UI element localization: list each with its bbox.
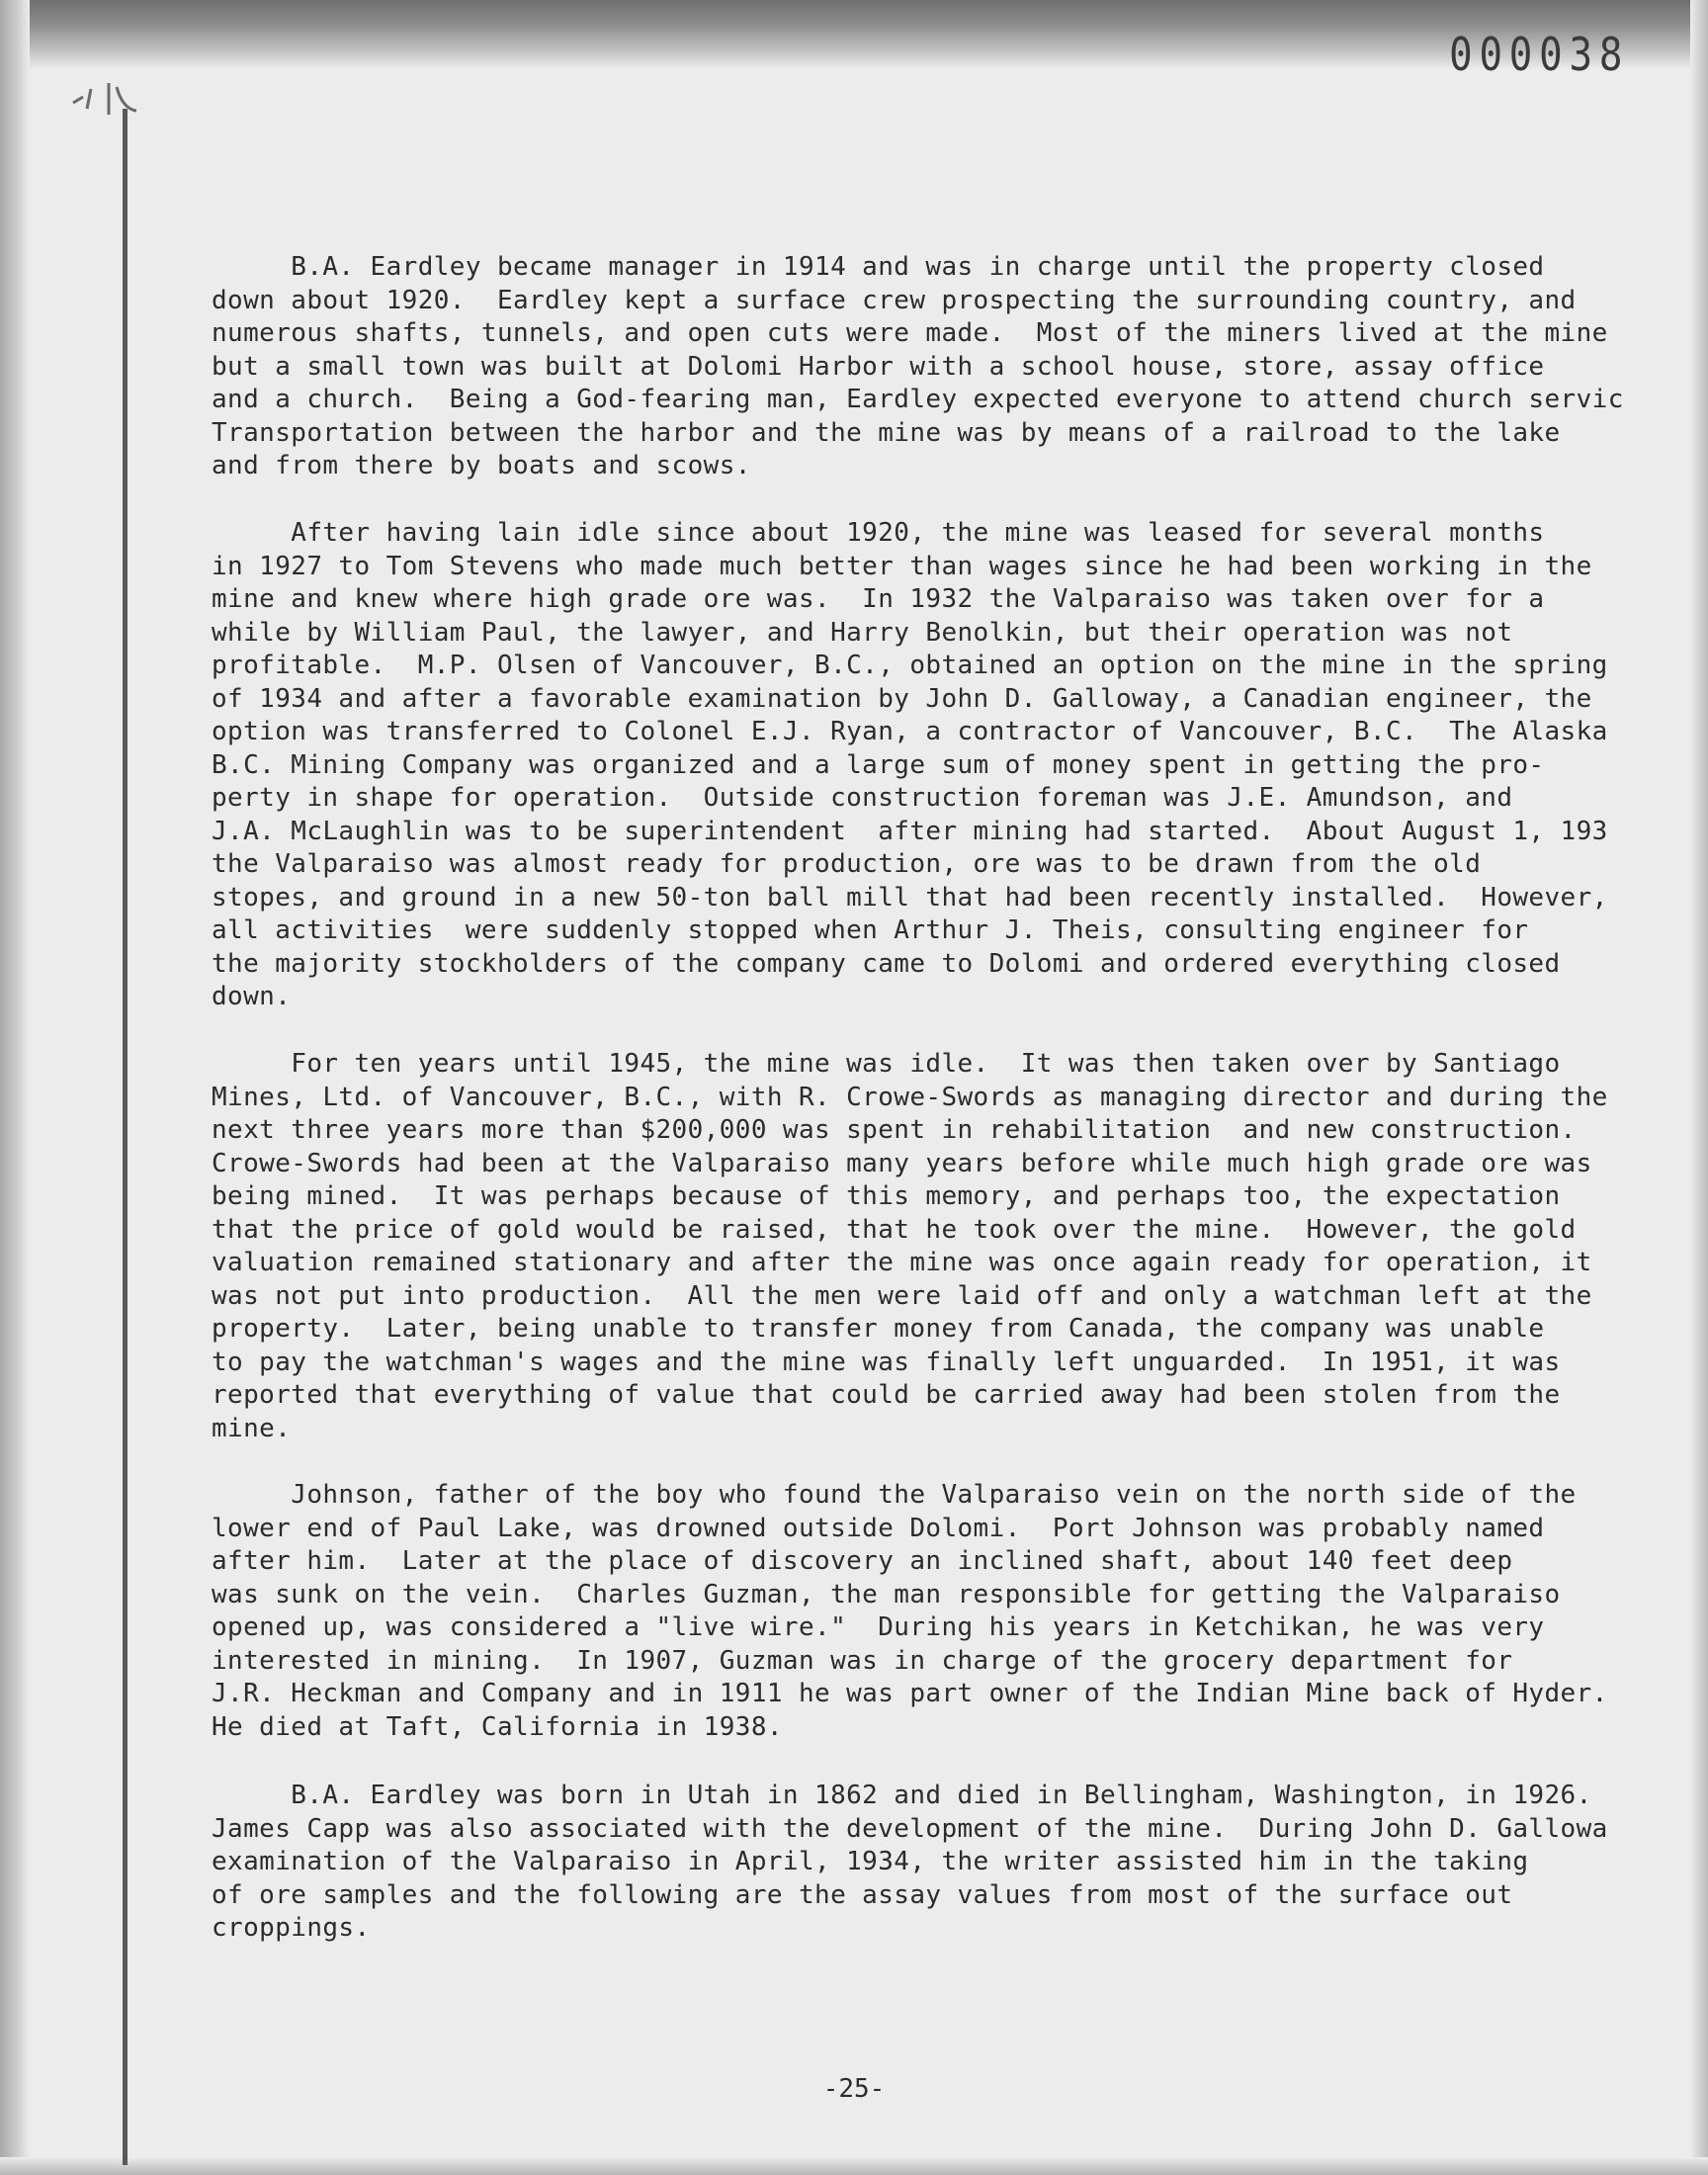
scan-left-edge (0, 0, 30, 2175)
text-line: He died at Taft, California in 1938. (212, 1711, 783, 1742)
scan-bottom-edge (0, 2157, 1708, 2175)
text-line: to pay the watchman's wages and the mine was finally left unguarded. In 1951, it was (212, 1347, 1561, 1377)
text-line: B.C. Mining Company was organized and a large sum of money spent in getting the pro- (212, 749, 1545, 780)
text-line: valuation remained stationary and after the mine was once again ready for operation, it (212, 1248, 1592, 1277)
scan-right-edge (1690, 0, 1708, 2175)
text-line: of ore samples and the following are the assay values from most of the surface out (212, 1879, 1513, 1910)
text-line: J.R. Heckman and Company and in 1911 he was part owner of the Indian Mine back of Hyder. (212, 1679, 1608, 1708)
text-line: was not put into production. All the men were laid off and only a watchman left at the (212, 1280, 1592, 1311)
text-line: stopes, and ground in a new 50-ton ball mill that had been recently installed. However, (212, 882, 1608, 913)
text-line: the majority stockholders of the company came to Dolomi and ordered everything closed (212, 948, 1561, 979)
text-line: property. Later, being unable to transfer money from Canada, the company was unable (212, 1314, 1545, 1344)
text-line: while by William Paul, the lawyer, and Harry Benolkin, but their operation was not (212, 617, 1513, 648)
text-line: down about 1920. Eardley kept a surface crew prospecting the surrounding country, and (212, 285, 1577, 315)
paragraph-5 (212, 1780, 1674, 1946)
text-line: down. (212, 982, 292, 1011)
text-line: interested in mining. In 1907, Guzman was in charge of the grocery department for (212, 1645, 1513, 1676)
text-line: After having lain idle since about 1920, the mine was leased for several months (212, 518, 1545, 548)
document-number: 000038 (1448, 28, 1629, 81)
text-line: James Capp was also associated with the development of the mine. During John D. Gallowa (212, 1813, 1608, 1844)
text-line: opened up, was considered a "live wire." During his years in Ketchikan, he was very (212, 1612, 1545, 1642)
text-line: in 1927 to Tom Stevens who made much better than wages since he had been working in the (212, 551, 1592, 581)
text-line: examination of the Valparaiso in April, 1934, the writer assisted him in the taking (212, 1847, 1529, 1876)
text-line: but a small town was built at Dolomi Harbor with a school house, store, assay office (212, 351, 1545, 382)
text-line: that the price of gold would be raised, that he took over the mine. However, the gold (212, 1214, 1577, 1245)
text-line: numerous shafts, tunnels, and open cuts were made. Most of the miners lived at the mine (212, 318, 1608, 348)
binding-line (123, 109, 128, 2165)
text-line: Mines, Ltd. of Vancouver, B.C., with R. Crowe-Swords as managing director and during the (212, 1082, 1608, 1112)
text-line: Johnson, father of the boy who found the Valparaiso vein on the north side of the (212, 1480, 1577, 1510)
text-line: J.A. McLaughlin was to be superintendent after mining had started. About August 1, 193 (212, 816, 1608, 846)
text-line: all activities were suddenly stopped when Arthur J. Theis, consulting engineer for (212, 915, 1529, 945)
paragraph-1 (212, 251, 1674, 483)
text-line: B.A. Eardley became manager in 1914 and was in charge until the property closed (212, 252, 1545, 282)
text-line: lower end of Paul Lake, was drowned outside Dolomi. Port Johnson was probably named (212, 1513, 1545, 1543)
page-number: -25- (822, 2074, 886, 2104)
text-line: reported that everything of value that could be carried away had been stolen from the (212, 1380, 1561, 1410)
text-line: B.A. Eardley was born in Utah in 1862 and died in Bellingham, Washington, in 1926. (212, 1781, 1592, 1810)
text-line: mine and knew where high grade ore was. In 1932 the Valparaiso was taken over for a (212, 584, 1545, 614)
paragraph-4 (212, 1479, 1674, 1744)
text-line: mine. (212, 1413, 292, 1443)
text-line: being mined. It was perhaps because of this memory, and perhaps too, the expectation (212, 1181, 1561, 1211)
binding-mark-icon (65, 79, 154, 119)
text-line: option was transferred to Colonel E.J. Ryan, a contractor of Vancouver, B.C. The Alaska (212, 717, 1608, 746)
text-line: and from there by boats and scows. (212, 451, 751, 480)
text-line: next three years more than $200,000 was spent in rehabilitation and new construction. (212, 1115, 1577, 1145)
text-line: profitable. M.P. Olsen of Vancouver, B.C., obtained an option on the mine in the spring (212, 651, 1608, 680)
text-line: For ten years until 1945, the mine was idle. It was then taken over by Santiago (212, 1049, 1561, 1079)
text-line: Crowe-Swords had been at the Valparaiso many years before while much high grade ore was (212, 1148, 1592, 1178)
paragraph-3 (212, 1048, 1674, 1445)
text-line: was sunk on the vein. Charles Guzman, the man responsible for getting the Valparaiso (212, 1579, 1561, 1610)
text-line: of 1934 and after a favorable examination by John D. Galloway, a Canadian engineer, the (212, 683, 1592, 714)
text-line: perty in shape for operation. Outside construction foreman was J.E. Amundson, and (212, 783, 1513, 813)
text-line: after him. Later at the place of discovery an inclined shaft, about 140 feet deep (212, 1546, 1513, 1576)
text-line: the Valparaiso was almost ready for production, ore was to be drawn from the old (212, 849, 1482, 879)
text-line: and a church. Being a God-fearing man, Eardley expected everyone to attend church servic (212, 385, 1624, 414)
paragraph-2 (212, 517, 1674, 1014)
text-line: Transportation between the harbor and the mine was by means of a railroad to the lake (212, 417, 1561, 448)
text-line: croppings. (212, 1913, 371, 1943)
